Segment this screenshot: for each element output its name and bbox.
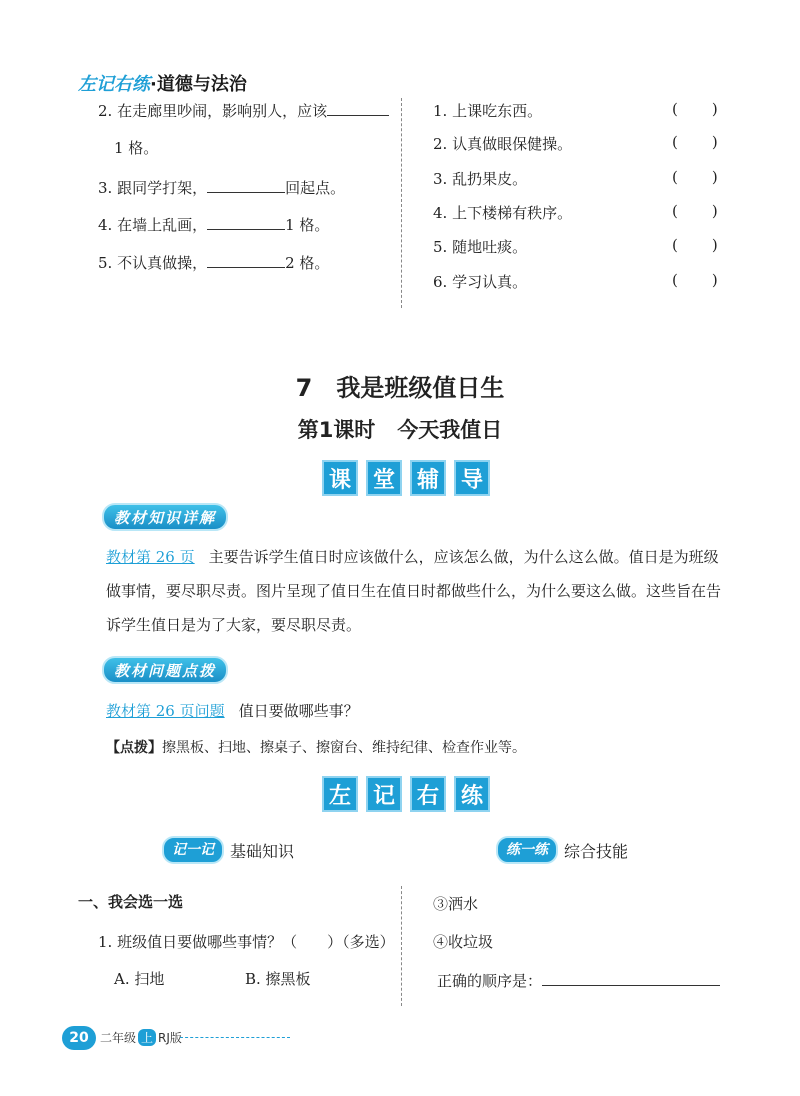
left-item-5	[98, 252, 329, 273]
lesson-title	[0, 414, 800, 444]
left-item-text: 5. 不认真做操，	[98, 254, 208, 272]
question-text: 值日要做哪些事？	[238, 702, 359, 720]
grade-label: 二年级	[100, 1031, 137, 1045]
paren-close: )	[711, 133, 718, 151]
lesson-suffix: 课时	[333, 418, 376, 442]
paren-close: )	[711, 100, 718, 118]
banner-char: 课	[322, 460, 358, 496]
paren-close: )	[711, 168, 718, 186]
brand-name: 左记右练	[78, 74, 150, 95]
question-1: 1. 班级值日要做哪些事情？（ ）（多选）	[98, 933, 395, 951]
paren-close: )	[711, 271, 718, 289]
answer-paren[interactable]	[672, 271, 718, 289]
left-item-text: 2. 在走廊里吵闹，影响别人，应该	[98, 102, 328, 120]
answer-paren[interactable]	[672, 133, 718, 151]
banner-char: 左	[322, 776, 358, 812]
lesson-prefix: 第	[297, 418, 319, 442]
section-pill-knowledge: 教材知识详解	[102, 503, 228, 531]
chapter-title	[0, 368, 800, 403]
paren-open: (	[672, 168, 678, 186]
right-item: 5. 随地吐痰。	[433, 238, 528, 256]
paren-open: (	[672, 202, 678, 220]
textbook-question-ref[interactable]: 教材第 26 页问题	[106, 702, 225, 720]
knowledge-paragraph	[106, 540, 730, 642]
answer-blank[interactable]	[207, 252, 285, 268]
chapter-number: 7	[295, 374, 313, 402]
question-line	[106, 700, 359, 721]
banner-practice	[322, 776, 490, 812]
column-divider	[401, 886, 402, 1006]
answer-paren[interactable]	[672, 168, 718, 186]
answer-blank[interactable]	[207, 214, 285, 230]
left-item-2	[98, 100, 389, 121]
subject-name: 道德与法治	[156, 74, 247, 95]
right-item: 3. 乱扔果皮。	[433, 170, 528, 188]
chapter-name: 我是班级值日生	[336, 374, 505, 402]
subhead-pill: 记一记	[162, 836, 224, 864]
banner-char: 右	[410, 776, 446, 812]
left-item-text: 4. 在墙上乱画，	[98, 216, 208, 234]
banner-char: 导	[454, 460, 490, 496]
paragraph-text: 主要告诉学生值日时应该做什么，应该怎么做，为什么这么做。值日是为班级做事情，要尽职尽责。图片呈现了值日生在值日时都做些什么，为什么要这么做。这些旨在告诉学生值日是为了大家，要尽职尽责。	[106, 548, 722, 634]
page-number: 20	[62, 1026, 96, 1050]
banner-char: 练	[454, 776, 490, 812]
paren-open: (	[672, 236, 678, 254]
subhead-comprehensive-skills	[496, 836, 628, 864]
lesson-number: 1	[318, 418, 334, 442]
answer-paren[interactable]	[672, 202, 718, 220]
banner-classroom-guidance	[322, 460, 490, 496]
step-item: ④收垃圾	[433, 933, 494, 951]
left-item-text: 3. 跟同学打架，	[98, 179, 208, 197]
footer-dash-line	[180, 1037, 290, 1038]
paren-open: (	[672, 271, 678, 289]
running-header	[78, 70, 247, 96]
order-label: 正确的顺序是：	[437, 972, 543, 990]
left-item-suffix: 2 格。	[285, 254, 330, 272]
option-b[interactable]: B. 擦黑板	[245, 970, 311, 988]
answer-blank[interactable]	[207, 177, 285, 193]
right-item: 4. 上下楼梯有秩序。	[433, 204, 573, 222]
footer-grade	[100, 1029, 182, 1046]
banner-char: 堂	[366, 460, 402, 496]
left-item-4	[98, 214, 329, 235]
hint-text: 擦黑板、扫地、擦桌子、擦窗台、维持纪律、检查作业等。	[162, 740, 526, 756]
left-item-suffix: 1 格。	[285, 216, 330, 234]
banner-char: 记	[366, 776, 402, 812]
subhead-label: 基础知识	[230, 841, 295, 861]
edition-label: RJ版	[158, 1031, 182, 1045]
left-item-2-cont: 1 格。	[114, 139, 159, 157]
paren-open: (	[672, 100, 678, 118]
right-item: 1. 上课吃东西。	[433, 102, 543, 120]
paren-open: (	[672, 133, 678, 151]
hint-line	[106, 737, 526, 757]
left-item-3	[98, 177, 345, 198]
paren-close: )	[711, 236, 718, 254]
answer-paren[interactable]	[672, 236, 718, 254]
banner-char: 辅	[410, 460, 446, 496]
textbook-ref[interactable]: 教材第 26 页	[106, 548, 195, 566]
header-separator: ·	[150, 74, 157, 95]
paren-close: )	[711, 202, 718, 220]
right-item: 2. 认真做眼保健操。	[433, 135, 573, 153]
hint-label: 【点拨】	[106, 740, 162, 756]
order-answer-blank[interactable]	[542, 970, 720, 986]
lesson-name: 今天我值日	[397, 418, 503, 442]
order-line	[437, 970, 720, 991]
section-heading-choose: 一、我会选一选	[78, 893, 184, 911]
subhead-label: 综合技能	[564, 841, 629, 861]
subhead-pill: 练一练	[496, 836, 558, 864]
answer-paren[interactable]	[672, 100, 718, 118]
step-item: ③洒水	[433, 895, 479, 913]
term-badge: 上	[138, 1029, 156, 1046]
answer-blank[interactable]	[327, 100, 389, 116]
option-a[interactable]: A. 扫地	[114, 970, 165, 988]
section-pill-question: 教材问题点拨	[102, 656, 228, 684]
right-item: 6. 学习认真。	[433, 273, 528, 291]
subhead-basic-knowledge	[162, 836, 294, 864]
column-divider	[401, 98, 402, 308]
left-item-suffix: 回起点。	[285, 179, 346, 197]
